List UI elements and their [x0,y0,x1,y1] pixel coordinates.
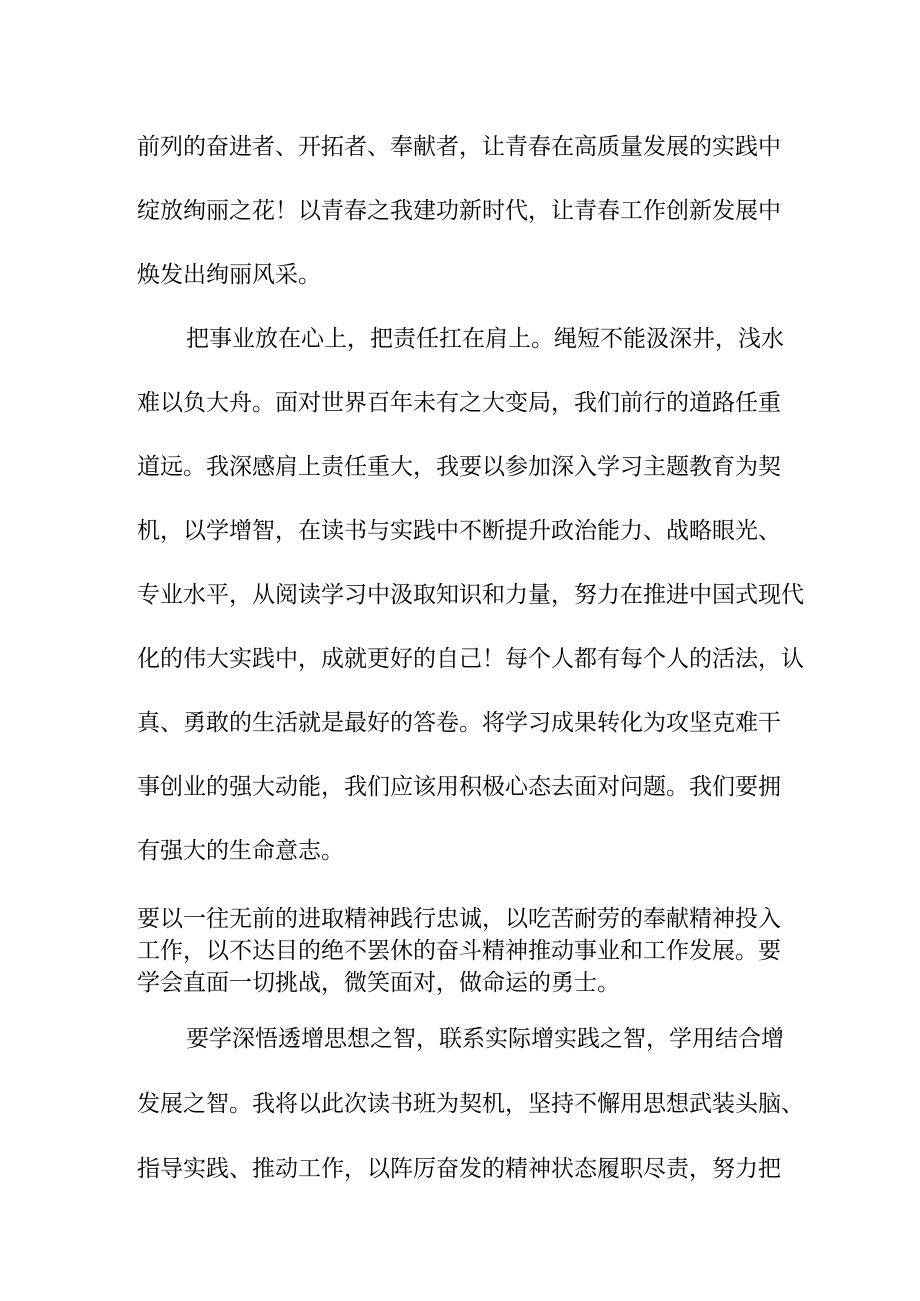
paragraph-2-line-4: 机，以学增智，在读书与实践中不断提升政治能力、战略眼光、 [137,518,781,544]
paragraph-2-line-8: 事创业的强大动能，我们应该用积极心态去面对问题。我们要拥 [137,774,781,800]
paragraph-2-line-3: 道远。我深感肩上责任重大，我要以参加深入学习主题教育为契 [137,454,781,480]
paragraph-3-line-2: 工作，以不达目的绝不罢休的奋斗精神推动事业和工作发展。要 [137,938,781,964]
paragraph-4-line-1: 要学深悟透增思想之智，联系实际增实践之智，学用结合增 [186,1026,784,1052]
paragraph-2-line-2: 难以负大舟。面对世界百年未有之大变局，我们前行的道路任重 [137,390,781,416]
paragraph-1-line-1: 前列的奋进者、开拓者、奉献者，让青春在高质量发展的实践中 [137,134,781,160]
paragraph-1-line-3: 焕发出绚丽风采。 [137,262,321,288]
paragraph-2-line-5: 专业水平，从阅读学习中汲取知识和力量，努力在推进中国式现代 [137,582,804,608]
paragraph-2-line-1: 把事业放在心上，把责任扛在肩上。绳短不能汲深井，浅水 [186,326,784,352]
paragraph-1-line-2: 绽放绚丽之花！以青春之我建功新时代，让青春工作创新发展中 [137,198,781,224]
paragraph-3-line-1: 要以一往无前的进取精神践行忠诚，以吃苦耐劳的奉献精神投入 [137,906,781,932]
paragraph-4-line-2: 发展之智。我将以此次读书班为契机，坚持不懈用思想武装头脑、 [137,1091,804,1117]
paragraph-3-line-3: 学会直面一切挑战，微笑面对，做命运的勇士。 [137,970,620,996]
paragraph-2-line-6: 化的伟大实践中，成就更好的自己！每个人都有每个人的活法，认 [137,646,804,672]
paragraph-2-line-9: 有强大的生命意志。 [137,838,344,864]
paragraph-4-line-3: 指导实践、推动工作，以阵厉奋发的精神状态履职尽责，努力把 [137,1156,781,1182]
paragraph-2-line-7: 真、勇敢的生活就是最好的答卷。将学习成果转化为攻坚克难干 [137,710,781,736]
